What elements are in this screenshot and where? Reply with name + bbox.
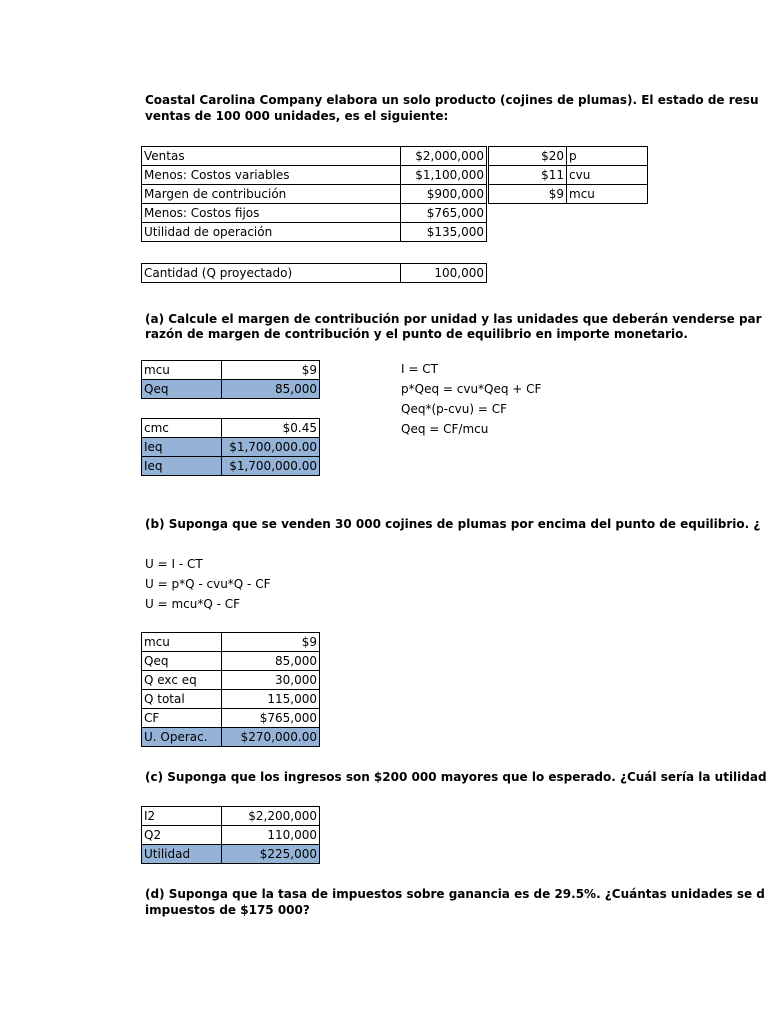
cell-value: $9	[222, 633, 320, 652]
formula-line: Qeq*(p-cvu) = CF	[401, 402, 508, 416]
formula-line: U = mcu*Q - CF	[145, 597, 241, 611]
table-row-highlighted	[142, 728, 320, 747]
table-row	[142, 709, 320, 728]
cell-value: $1,700,000.00	[222, 438, 320, 457]
table-row-highlighted	[142, 457, 320, 476]
part-a-line-2: razón de margen de contribución y el punto de equilibrio en importe monetario.	[145, 327, 688, 341]
table-row	[142, 147, 487, 166]
table-row	[142, 826, 320, 845]
table-row	[142, 652, 320, 671]
cell-value: $225,000	[222, 845, 320, 864]
table-row	[142, 223, 487, 242]
table-row	[142, 671, 320, 690]
row-value: $2,000,000	[401, 147, 487, 166]
unit-label: cvu	[567, 166, 648, 185]
formula-line: p*Qeq = cvu*Qeq + CF	[401, 382, 542, 396]
table-row	[142, 690, 320, 709]
part-c-table	[141, 806, 320, 864]
part-a-table-2	[141, 418, 320, 476]
cell-label: Q2	[142, 826, 222, 845]
cell-value: $1,700,000.00	[222, 457, 320, 476]
cell-label: U. Operac.	[142, 728, 222, 747]
part-a-table-1	[141, 360, 320, 399]
part-b-table	[141, 632, 320, 747]
unit-label: mcu	[567, 185, 648, 204]
table-row	[142, 264, 487, 283]
cell-label: Qeq	[142, 652, 222, 671]
formula-line: U = I - CT	[145, 557, 203, 571]
row-value: $135,000	[401, 223, 487, 242]
unit-value: $11	[489, 166, 567, 185]
part-d-line-2: impuestos de $175 000?	[145, 903, 310, 917]
formula-line: I = CT	[401, 362, 438, 376]
part-a-line-1: (a) Calcule el margen de contribución por unidad y las unidades que deberán venderse par	[145, 312, 762, 326]
table-row-highlighted	[142, 845, 320, 864]
table-row	[489, 185, 648, 204]
cell-label: Q total	[142, 690, 222, 709]
quantity-value: 100,000	[401, 264, 487, 283]
cell-label: Utilidad	[142, 845, 222, 864]
cell-label: mcu	[142, 361, 222, 380]
cell-label: Ieq	[142, 457, 222, 476]
table-row	[489, 166, 648, 185]
cell-label: Q exc eq	[142, 671, 222, 690]
cell-value: 85,000	[222, 652, 320, 671]
income-statement-table	[141, 146, 487, 242]
cell-label: I2	[142, 807, 222, 826]
row-label: Ventas	[142, 147, 401, 166]
row-value: $900,000	[401, 185, 487, 204]
cell-label: Ieq	[142, 438, 222, 457]
cell-label: mcu	[142, 633, 222, 652]
table-row	[142, 633, 320, 652]
table-row-highlighted	[142, 380, 320, 399]
row-label: Utilidad de operación	[142, 223, 401, 242]
table-row	[489, 147, 648, 166]
cell-value: $0.45	[222, 419, 320, 438]
row-label: Menos: Costos fijos	[142, 204, 401, 223]
table-row-highlighted	[142, 438, 320, 457]
row-value: $1,100,000	[401, 166, 487, 185]
cell-value: $765,000	[222, 709, 320, 728]
quantity-label: Cantidad (Q proyectado)	[142, 264, 401, 283]
formula-line: U = p*Q - cvu*Q - CF	[145, 577, 271, 591]
row-label: Menos: Costos variables	[142, 166, 401, 185]
unit-values-table	[488, 146, 648, 204]
cell-value: $270,000.00	[222, 728, 320, 747]
unit-value: $9	[489, 185, 567, 204]
table-row	[142, 807, 320, 826]
intro-line-1: Coastal Carolina Company elabora un solo producto (cojines de plumas). El estado de resu	[145, 93, 759, 107]
quantity-table	[141, 263, 487, 283]
cell-value: 110,000	[222, 826, 320, 845]
cell-value: $9	[222, 361, 320, 380]
table-row	[142, 361, 320, 380]
cell-value: 115,000	[222, 690, 320, 709]
row-value: $765,000	[401, 204, 487, 223]
table-row	[142, 166, 487, 185]
cell-label: Qeq	[142, 380, 222, 399]
unit-label: p	[567, 147, 648, 166]
formula-line: Qeq = CF/mcu	[401, 422, 489, 436]
unit-value: $20	[489, 147, 567, 166]
row-label: Margen de contribución	[142, 185, 401, 204]
cell-label: cmc	[142, 419, 222, 438]
table-row	[142, 419, 320, 438]
part-b-question: (b) Suponga que se venden 30 000 cojines de plumas por encima del punto de equilibrio. ¿	[145, 517, 761, 531]
table-row	[142, 185, 487, 204]
cell-value: $2,200,000	[222, 807, 320, 826]
cell-value: 30,000	[222, 671, 320, 690]
cell-label: CF	[142, 709, 222, 728]
intro-line-2: ventas de 100 000 unidades, es el siguiente:	[145, 109, 449, 123]
table-row	[142, 204, 487, 223]
part-c-question: (c) Suponga que los ingresos son $200 000 mayores que lo esperado. ¿Cuál sería la utilidad	[145, 770, 767, 784]
part-d-line-1: (d) Suponga que la tasa de impuestos sobre ganancia es de 29.5%. ¿Cuántas unidades se d	[145, 887, 765, 901]
cell-value: 85,000	[222, 380, 320, 399]
